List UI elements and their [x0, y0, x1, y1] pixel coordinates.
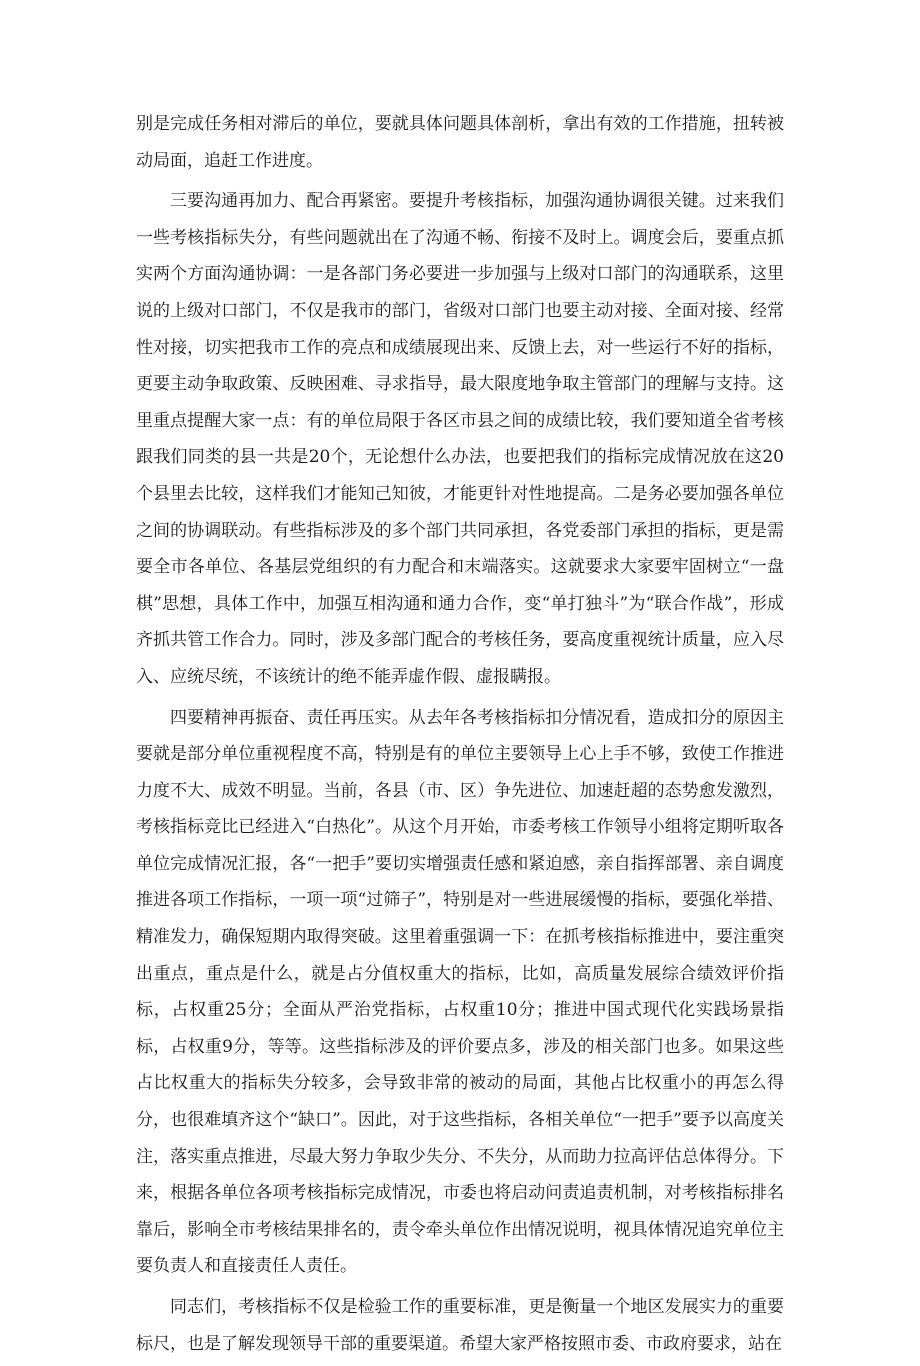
paragraph-communication: 三要沟通再加力、配合再紧密。要提升考核指标，加强沟通协调很关键。过来我们一些考核指标失分，有些问题就出在了沟通不畅、衔接不及时上。调度会后，要重点抓实两个方面沟通协调：一是各部门务必要进一步加强与上级对口部门的沟通联系，这里说的上级对口部门，不仅是我市的部门，省级对口部门也要主动对接、全面对接、经常性对接，切实把我市工作的亮点和成绩展现出来、反馈上去，对一些运行不好的指标，更要主动争取政策、反映困难、寻求指导，最大限度地争取主管部门的理解与支持。这里重点提醒大家一点：有的单位局限于各区市县之间的成绩比较，我们要知道全省考核跟我们同类的县一共是20个，无论想什么办法，也要把我们的指标完成情况放在这20个县里去比较，这样我们才能知己知彼，才能更针对性地提高。二是务必要加强各单位之间的协调联动。有些指标涉及的多个部门共同承担，各党委部门承担的指标，更是需要全市各单位、各基层党组织的有力配合和末端落实。这就要求大家要牢固树立“一盘棋”思想，具体工作中，加强互相沟通和通力合作，变“单打独斗”为“联合作战”，形成齐抓共管工作合力。同时，涉及多部门配合的考核任务，要高度重视统计质量，应入尽入、应统尽统，不该统计的绝不能弄虚作假、虚报瞒报。	[136, 191, 784, 687]
paragraph-closing: 同志们，考核指标不仅是检验工作的重要标准，更是衡量一个地区发展实力的重要标尺，也是了解发现领导干部的重要渠道。希望大家严格按照市委、市政府要求，站在	[136, 1297, 784, 1354]
document-body	[136, 106, 784, 1366]
paragraph-responsibility: 四要精神再振奋、责任再压实。从去年各考核指标扣分情况看，造成扣分的原因主要就是部分单位重视程度不高，特别是有的单位主要领导上心上手不够，致使工作推进力度不大、成效不明显。当前，各县（市、区）争先进位、加速赶超的态势愈发激烈，考核指标竞比已经进入“白热化”。从这个月开始，市委考核工作领导小组将定期听取各单位完成情况汇报，各“一把手”要切实增强责任感和紧迫感，亲自指挥部署、亲自调度推进各项工作指标，一项一项“过筛子”，特别是对一些进展缓慢的指标，要强化举措、精准发力，确保短期内取得突破。这里着重强调一下：在抓考核指标推进中，要注重突出重点，重点是什么，就是占分值权重大的指标，比如，高质量发展综合绩效评价指标，占权重25分；全面从严治党指标，占权重10分；推进中国式现代化实践场景指标，占权重9分，等等。这些指标涉及的评价要点多，涉及的相关部门也多。如果这些占比权重大的指标失分较多，会导致非常的被动的局面，其他占比权重小的再怎么得分，也很难填齐这个“缺口”。因此，对于这些指标，各相关单位“一把手”要予以高度关注，落实重点推进，尽最大努力争取少失分、不失分，从而助力拉高评估总体得分。下来，根据各单位各项考核指标完成情况，市委也将启动问责追责机制，对考核指标排名靠后，影响全市考核结果排名的，责令牵头单位作出情况说明，视具体情况追究单位主要负责人和直接责任人责任。	[136, 707, 784, 1277]
paragraph-continuation: 别是完成任务相对滞后的单位，要就具体问题具体剖析，拿出有效的工作措施，扭转被动局面，追赶工作进度。	[136, 114, 784, 171]
